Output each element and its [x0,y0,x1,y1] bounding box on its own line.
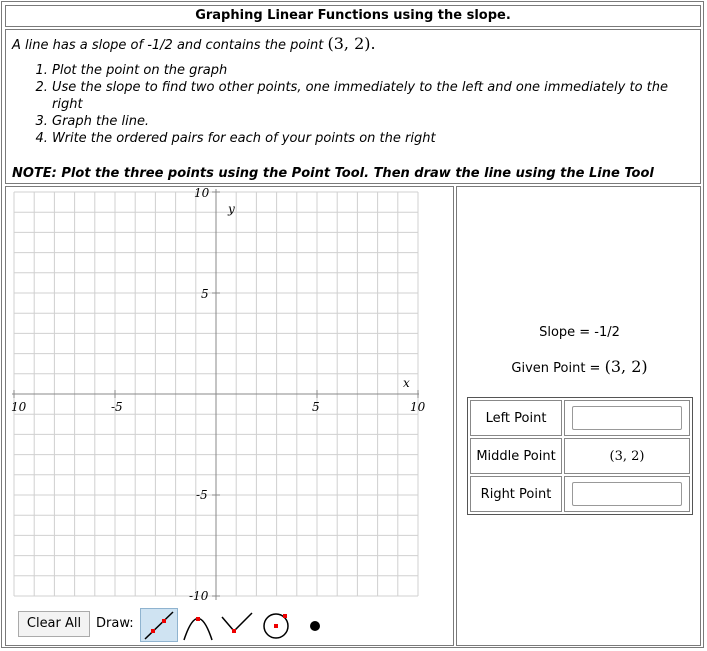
step-item: 3. Graph the line. [52,113,682,130]
left-point-input[interactable] [572,406,682,430]
line-tool-button[interactable] [140,608,178,642]
x-tick-label-10: 10 [410,400,426,414]
middle-point-value: (3, 2) [564,438,690,474]
point-tool-button[interactable] [296,608,334,642]
y-axis-label: y [228,202,235,216]
given-point-label: Given Point = [511,361,601,376]
steps-list [6,62,682,147]
draw-label: Draw: [96,616,134,631]
step-item: 4. Write the ordered pairs for each of your points on the right [52,130,682,147]
answer-panel [456,186,701,646]
ordered-pairs-table [467,397,693,515]
middle-point-label: Middle Point [470,438,562,474]
clear-all-button[interactable]: Clear All [18,611,90,637]
graph-panel [5,186,454,646]
x-axis-label: x [403,376,410,390]
circle-tool-icon [258,609,294,641]
y-tick-label-10: 10 [194,187,210,200]
x-tick-label-neg10: 10 [11,400,27,414]
parabola-tool-button[interactable] [179,608,217,642]
given-point-math: (3, 2). [327,34,376,53]
left-point-label: Left Point [470,400,562,436]
table-row [470,438,690,474]
step-item: 2. Use the slope to find two other points, one immediately to the left and one immediately to the right [52,79,682,113]
x-tick-label-5: 5 [312,400,320,414]
parabola-tool-icon [180,609,216,641]
given-point-line [457,357,702,376]
left-point-cell [564,400,690,436]
y-tick-label-5: 5 [201,287,209,301]
point-tool-icon [297,609,333,641]
instructions-panel [5,29,701,184]
table-row [470,476,690,512]
absolute-value-tool-button[interactable] [218,608,256,642]
x-tick-label-neg5: -5 [111,400,123,414]
given-point-value: (3, 2) [604,357,648,376]
note-text: NOTE: Plot the three points using the Point Tool. Then draw the line using the Line Tool [12,166,654,181]
right-point-label: Right Point [470,476,562,512]
y-tick-label-neg10: -10 [189,589,209,603]
coordinate-grid[interactable] [6,187,453,603]
circle-tool-button[interactable] [257,608,295,642]
table-row [470,400,690,436]
y-tick-label-neg5: -5 [196,488,208,502]
problem-text: A line has a slope of -1/2 and contains the point [12,38,324,53]
right-point-input[interactable] [572,482,682,506]
app-frame [1,1,704,648]
step-item: 1. Plot the point on the graph [52,62,682,79]
right-point-cell [564,476,690,512]
line-tool-icon [141,609,177,641]
problem-statement [12,34,376,53]
page-title: Graphing Linear Functions using the slope. [5,5,701,27]
slope-text: Slope = -1/2 [539,325,620,340]
absolute-value-tool-icon [219,609,255,641]
